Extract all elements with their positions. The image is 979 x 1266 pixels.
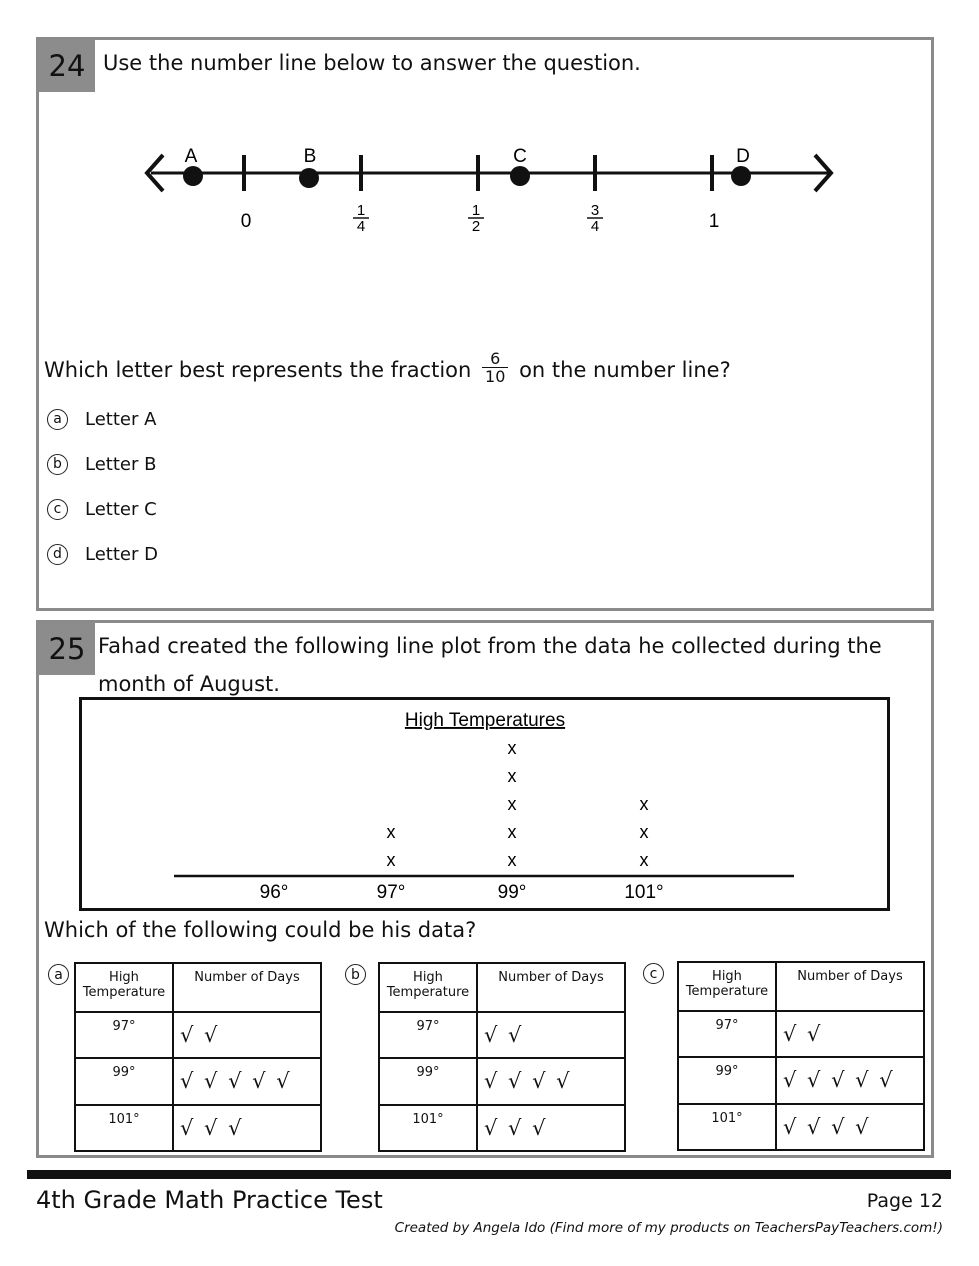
question-number: 25: [39, 623, 95, 675]
plot-x-mark: x: [639, 794, 649, 814]
answer-bubble-b[interactable]: b: [47, 454, 68, 475]
category-label: 101°: [624, 882, 664, 903]
tick-frac-den-2: 2: [471, 218, 481, 235]
table-row: [75, 1012, 321, 1058]
header-high-temperature: High Temperature: [75, 963, 173, 1012]
option-a[interactable]: [47, 405, 156, 433]
plot-x-mark: x: [507, 766, 517, 786]
number-line: [39, 145, 937, 265]
option-b[interactable]: [47, 450, 156, 478]
question-number: 24: [39, 40, 95, 92]
table-row: [75, 1058, 321, 1104]
point-label-B: B: [303, 146, 317, 167]
header-high-temperature: High Temperature: [379, 963, 477, 1012]
table-row: [379, 1058, 625, 1104]
answer-bubble-b[interactable]: b: [345, 964, 366, 985]
footer-title: 4th Grade Math Practice Test: [36, 1186, 383, 1214]
header-number-of-days: Number of Days: [173, 963, 321, 1012]
footer-credit: Created by Angela Ido (Find more of my products on TeachersPayTeachers.com!): [394, 1220, 943, 1236]
question-24-box: [36, 37, 934, 611]
point-label-C: C: [513, 146, 527, 167]
question-prompt-line1: Fahad created the following line plot from the data he collected during the: [98, 634, 882, 658]
tick-label-1: 1: [708, 211, 720, 232]
point-label-D: D: [736, 146, 750, 167]
days-cell: √ √: [477, 1012, 625, 1058]
days-cell: √ √ √ √: [776, 1104, 924, 1150]
days-cell: √ √: [173, 1012, 321, 1058]
plot-x-mark: x: [507, 738, 517, 758]
table-row: [678, 1057, 924, 1103]
answer-bubble-c[interactable]: c: [47, 499, 68, 520]
point-D: [731, 166, 751, 186]
option-label: Letter D: [85, 543, 158, 565]
table-header-row: [678, 962, 924, 1011]
tick-frac-den-3: 4: [590, 218, 600, 235]
footer-page-number: Page 12: [866, 1190, 943, 1212]
days-cell: √ √ √ √: [477, 1058, 625, 1104]
question-after: on the number line?: [519, 358, 731, 382]
tick-frac-num-2: 1: [471, 202, 481, 219]
chart-title: High Temperatures: [404, 710, 566, 731]
question-fraction: [482, 350, 508, 385]
table-row: [379, 1105, 625, 1151]
line-plot-frame: [79, 697, 890, 911]
category-label: 99°: [497, 882, 527, 903]
temp-cell: 101°: [678, 1104, 776, 1150]
question-text: Which of the following could be his data?: [44, 918, 477, 942]
temp-cell: 97°: [678, 1011, 776, 1057]
answer-bubble-a[interactable]: a: [47, 409, 68, 430]
temp-cell: 99°: [379, 1058, 477, 1104]
temp-cell: 101°: [75, 1105, 173, 1151]
plot-x-mark: x: [386, 822, 396, 842]
days-cell: √ √ √: [477, 1105, 625, 1151]
days-cell: √ √ √: [173, 1105, 321, 1151]
plot-x-mark: x: [507, 794, 517, 814]
header-number-of-days: Number of Days: [776, 962, 924, 1011]
line-plot-chart: [82, 700, 887, 908]
tick-label-0: 0: [240, 211, 252, 232]
header-high-temperature: High Temperature: [678, 962, 776, 1011]
table-row: [678, 1104, 924, 1150]
tick-frac-num-1: 1: [356, 202, 366, 219]
plot-x-mark: x: [386, 850, 396, 870]
point-label-A: A: [184, 146, 198, 167]
data-table-b: [378, 962, 626, 1152]
point-B: [299, 168, 319, 188]
option-d[interactable]: [47, 540, 158, 568]
days-cell: √ √ √ √ √: [776, 1057, 924, 1103]
plot-x-mark: x: [507, 822, 517, 842]
data-table-c: [677, 961, 925, 1151]
fraction-denominator: 10: [485, 366, 506, 386]
plot-x-mark: x: [639, 822, 649, 842]
days-cell: √ √: [776, 1011, 924, 1057]
category-label: 97°: [376, 882, 406, 903]
option-c[interactable]: [47, 495, 157, 523]
header-number-of-days: Number of Days: [477, 963, 625, 1012]
table-header-row: [75, 963, 321, 1012]
plot-x-mark: x: [639, 850, 649, 870]
option-label: Letter C: [85, 498, 157, 520]
category-label: 96°: [259, 882, 289, 903]
temp-cell: 101°: [379, 1105, 477, 1151]
answer-bubble-d[interactable]: d: [47, 544, 68, 565]
days-cell: √ √ √ √ √: [173, 1058, 321, 1104]
table-header-row: [379, 963, 625, 1012]
point-C: [510, 166, 530, 186]
table-row: [379, 1012, 625, 1058]
tick-frac-den-1: 4: [356, 218, 366, 235]
question-text: [44, 348, 731, 389]
answer-bubble-c[interactable]: c: [643, 963, 664, 984]
temp-cell: 97°: [75, 1012, 173, 1058]
table-row: [678, 1011, 924, 1057]
footer-divider: [27, 1170, 951, 1179]
question-25-box: [36, 620, 934, 1158]
tick-frac-num-3: 3: [590, 202, 600, 219]
temp-cell: 97°: [379, 1012, 477, 1058]
table-row: [75, 1105, 321, 1151]
plot-marks: [260, 738, 664, 903]
answer-bubble-a[interactable]: a: [48, 964, 69, 985]
plot-x-mark: x: [507, 850, 517, 870]
temp-cell: 99°: [678, 1057, 776, 1103]
option-label: Letter A: [85, 408, 157, 430]
data-table-a: [74, 962, 322, 1152]
temp-cell: 99°: [75, 1058, 173, 1104]
option-label: Letter B: [85, 453, 157, 475]
question-before: Which letter best represents the fraction: [44, 358, 472, 382]
fraction-numerator: 6: [482, 350, 508, 368]
question-prompt: Use the number line below to answer the question.: [103, 51, 641, 75]
question-prompt-line2: month of August.: [98, 672, 280, 696]
point-A: [183, 166, 203, 186]
